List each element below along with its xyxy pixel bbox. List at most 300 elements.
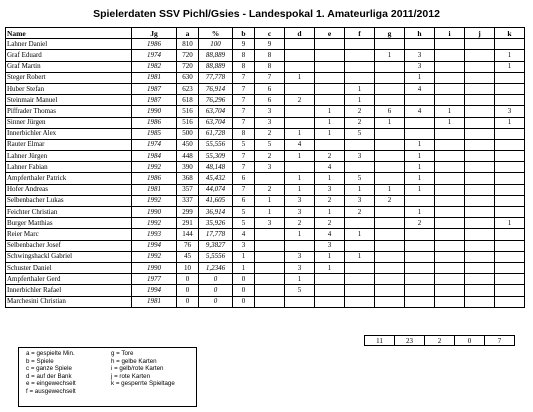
cell-h (405, 251, 435, 262)
cell-g (375, 72, 405, 83)
table-row (6, 61, 525, 72)
cell-i (435, 50, 465, 61)
cell-j (465, 128, 495, 139)
cell-c: 3 (255, 162, 285, 173)
header-g: g (375, 28, 405, 39)
table-row (6, 39, 525, 50)
cell-name: Lahner Jürgen (6, 151, 132, 162)
header-f: f (345, 28, 375, 39)
cell-jg: 1994 (132, 240, 177, 251)
cell-c: 9 (255, 39, 285, 50)
cell-d (285, 83, 315, 94)
cell-f (345, 162, 375, 173)
cell-jg: 1990 (132, 207, 177, 218)
cell-j (465, 61, 495, 72)
cell-jg: 1992 (132, 218, 177, 229)
cell-g (375, 285, 405, 296)
cell-a: 291 (177, 218, 199, 229)
cell-i (435, 218, 465, 229)
table-header-row (6, 28, 525, 39)
cell-j (465, 117, 495, 128)
cell-pct: 0 (199, 274, 233, 285)
cell-c (255, 285, 285, 296)
cell-i (435, 296, 465, 307)
player-stats-table (5, 27, 525, 308)
cell-f: 1 (345, 251, 375, 262)
cell-f (345, 285, 375, 296)
cell-d: 4 (285, 139, 315, 150)
header-name: Name (6, 28, 132, 39)
cell-h: 1 (405, 173, 435, 184)
cell-k (495, 195, 525, 206)
cell-k (495, 296, 525, 307)
cell-jg: 1994 (132, 285, 177, 296)
cell-f (345, 218, 375, 229)
cell-e (315, 139, 345, 150)
cell-name: Innerbichler Alex (6, 128, 132, 139)
cell-h: 4 (405, 83, 435, 94)
cell-b: 0 (233, 274, 255, 285)
cell-name: Selbenbacher Lukas (6, 195, 132, 206)
cell-c: 1 (255, 195, 285, 206)
cell-name: Graf Eduard (6, 50, 132, 61)
cell-d: 2 (285, 218, 315, 229)
cell-name: Piffrader Thomas (6, 106, 132, 117)
cell-f (345, 39, 375, 50)
cell-c: 5 (255, 139, 285, 150)
cell-jg: 1992 (132, 251, 177, 262)
cell-c: 6 (255, 83, 285, 94)
legend-left-column (26, 350, 76, 396)
cell-pct: 63,704 (199, 117, 233, 128)
cell-j (465, 83, 495, 94)
cell-i (435, 229, 465, 240)
cell-b: 1 (233, 262, 255, 273)
cell-g: 1 (375, 184, 405, 195)
cell-g (375, 61, 405, 72)
table-row (6, 251, 525, 262)
cell-a: 448 (177, 151, 199, 162)
cell-j (465, 285, 495, 296)
table-row (6, 50, 525, 61)
cell-k (495, 285, 525, 296)
cell-jg: 1990 (132, 262, 177, 273)
table-row (6, 95, 525, 106)
cell-e: 1 (315, 207, 345, 218)
cell-g (375, 207, 405, 218)
cell-pct: 55,556 (199, 139, 233, 150)
cell-d: 1 (285, 151, 315, 162)
cell-c: 3 (255, 106, 285, 117)
cell-jg: 1992 (132, 162, 177, 173)
cell-name: Feichter Christian (6, 207, 132, 218)
cell-d: 3 (285, 251, 315, 262)
cell-e (315, 61, 345, 72)
cell-a: 144 (177, 229, 199, 240)
table-row (6, 72, 525, 83)
cell-f: 5 (345, 128, 375, 139)
cell-e: 3 (315, 184, 345, 195)
cell-name: Schwingshackl Gabriel (6, 251, 132, 262)
cell-jg: 1986 (132, 173, 177, 184)
cell-pct: 9,3827 (199, 240, 233, 251)
cell-e (315, 95, 345, 106)
cell-e: 4 (315, 162, 345, 173)
cell-name: Steinmair Manuel (6, 95, 132, 106)
cell-j (465, 229, 495, 240)
cell-g: 2 (375, 195, 405, 206)
cell-c: 6 (255, 95, 285, 106)
cell-jg: 1981 (132, 184, 177, 195)
cell-f (345, 61, 375, 72)
cell-c (255, 296, 285, 307)
cell-name: Ampferthaler Patrick (6, 173, 132, 184)
cell-b: 4 (233, 229, 255, 240)
cell-e: 1 (315, 173, 345, 184)
cell-jg: 1986 (132, 39, 177, 50)
table-row (6, 195, 525, 206)
cell-d (285, 106, 315, 117)
cell-jg: 1984 (132, 151, 177, 162)
cell-b: 0 (233, 296, 255, 307)
cell-d: 2 (285, 95, 315, 106)
total-i: 2 (425, 336, 455, 346)
cell-name: Huber Stefan (6, 83, 132, 94)
cell-i (435, 184, 465, 195)
cell-b: 5 (233, 139, 255, 150)
cell-d (285, 240, 315, 251)
cell-name: Lahner Fabian (6, 162, 132, 173)
cell-pct: 88,889 (199, 61, 233, 72)
cell-a: 357 (177, 184, 199, 195)
legend-item: f = ausgewechselt (26, 387, 76, 395)
cell-pct: 44,074 (199, 184, 233, 195)
cell-j (465, 72, 495, 83)
header-a: a (177, 28, 199, 39)
cell-g: 6 (375, 106, 405, 117)
table-row (6, 117, 525, 128)
cell-c: 3 (255, 117, 285, 128)
cell-c (255, 229, 285, 240)
cell-e (315, 285, 345, 296)
legend-item: c = ganze Spiele (26, 365, 72, 373)
cell-g (375, 296, 405, 307)
cell-g (375, 39, 405, 50)
cell-name: Rauter Elmar (6, 139, 132, 150)
cell-k (495, 95, 525, 106)
cell-pct: 17,778 (199, 229, 233, 240)
cell-i (435, 151, 465, 162)
cell-i (435, 274, 465, 285)
cell-h (405, 285, 435, 296)
cell-jg: 1974 (132, 50, 177, 61)
cell-b: 6 (233, 173, 255, 184)
cell-h (405, 229, 435, 240)
cell-pct: 76,296 (199, 95, 233, 106)
cell-h: 4 (405, 106, 435, 117)
cell-e: 4 (315, 229, 345, 240)
cell-i: 1 (435, 106, 465, 117)
cell-h (405, 95, 435, 106)
cell-k (495, 207, 525, 218)
cell-pct: 0 (199, 285, 233, 296)
cell-g (375, 229, 405, 240)
table-row (6, 218, 525, 229)
cell-h (405, 274, 435, 285)
cell-e (315, 50, 345, 61)
header-c: c (255, 28, 285, 39)
cell-j (465, 240, 495, 251)
cell-a: 618 (177, 95, 199, 106)
cell-h (405, 195, 435, 206)
cell-g (375, 240, 405, 251)
cell-i (435, 83, 465, 94)
cell-j (465, 274, 495, 285)
totals-row (364, 335, 515, 346)
cell-c (255, 262, 285, 273)
header-j: j (465, 28, 495, 39)
cell-d (285, 162, 315, 173)
cell-pct: 76,914 (199, 83, 233, 94)
cell-j (465, 195, 495, 206)
cell-e (315, 296, 345, 307)
cell-k (495, 72, 525, 83)
cell-name: Hofer Andreas (6, 184, 132, 195)
cell-jg: 1987 (132, 83, 177, 94)
cell-g (375, 251, 405, 262)
cell-e: 1 (315, 106, 345, 117)
cell-d: 1 (285, 274, 315, 285)
cell-i (435, 207, 465, 218)
cell-g (375, 128, 405, 139)
cell-e: 2 (315, 218, 345, 229)
cell-e (315, 72, 345, 83)
cell-e: 1 (315, 128, 345, 139)
cell-c: 8 (255, 61, 285, 72)
cell-b: 6 (233, 195, 255, 206)
cell-a: 630 (177, 72, 199, 83)
cell-k (495, 128, 525, 139)
cell-f: 5 (345, 173, 375, 184)
cell-f: 3 (345, 151, 375, 162)
cell-f: 1 (345, 229, 375, 240)
cell-f: 2 (345, 207, 375, 218)
cell-pct: 48,148 (199, 162, 233, 173)
cell-d (285, 39, 315, 50)
cell-name: Lahner Daniel (6, 39, 132, 50)
table-row (6, 83, 525, 94)
cell-k (495, 139, 525, 150)
cell-e (315, 39, 345, 50)
cell-b: 7 (233, 184, 255, 195)
cell-d (285, 50, 315, 61)
cell-k (495, 83, 525, 94)
legend-item: j = rote Karten (111, 372, 151, 380)
cell-pct: 41,605 (199, 195, 233, 206)
cell-b: 7 (233, 95, 255, 106)
total-h: 23 (395, 336, 425, 346)
cell-c: 2 (255, 151, 285, 162)
cell-pct: 45,432 (199, 173, 233, 184)
table-row (6, 262, 525, 273)
cell-h (405, 128, 435, 139)
page-title: Spielerdaten SSV Pichl/Gsies - Landespokal 1. Amateurliga 2011/2012 (93, 8, 440, 20)
cell-jg: 1977 (132, 274, 177, 285)
cell-h: 1 (405, 139, 435, 150)
cell-b: 7 (233, 83, 255, 94)
cell-k (495, 240, 525, 251)
cell-d: 1 (285, 184, 315, 195)
header-k: k (495, 28, 525, 39)
cell-b: 0 (233, 285, 255, 296)
cell-e: 1 (315, 117, 345, 128)
cell-d: 1 (285, 229, 315, 240)
cell-a: 0 (177, 274, 199, 285)
cell-name: Sinner Jürgen (6, 117, 132, 128)
cell-i (435, 285, 465, 296)
table-row (6, 162, 525, 173)
cell-a: 810 (177, 39, 199, 50)
cell-a: 390 (177, 162, 199, 173)
header-b: b (233, 28, 255, 39)
table-row (6, 128, 525, 139)
cell-b: 7 (233, 106, 255, 117)
cell-f (345, 72, 375, 83)
cell-j (465, 95, 495, 106)
cell-e: 2 (315, 195, 345, 206)
cell-d: 1 (285, 72, 315, 83)
legend-right-column (111, 350, 175, 388)
total-g: 11 (365, 336, 395, 346)
cell-b: 3 (233, 240, 255, 251)
cell-name: Ampferthaler Gerd (6, 274, 132, 285)
cell-e: 1 (315, 262, 345, 273)
cell-c: 8 (255, 50, 285, 61)
table-row (6, 151, 525, 162)
cell-a: 500 (177, 128, 199, 139)
cell-f (345, 274, 375, 285)
cell-pct: 55,309 (199, 151, 233, 162)
cell-i (435, 139, 465, 150)
cell-a: 299 (177, 207, 199, 218)
cell-k: 1 (495, 117, 525, 128)
cell-k: 1 (495, 50, 525, 61)
cell-d: 1 (285, 173, 315, 184)
cell-name: Burger Matthias (6, 218, 132, 229)
legend-item: b = Spiele (26, 357, 54, 365)
cell-a: 337 (177, 195, 199, 206)
cell-c: 7 (255, 72, 285, 83)
cell-j (465, 262, 495, 273)
cell-i: 1 (435, 117, 465, 128)
cell-jg: 1974 (132, 139, 177, 150)
cell-k (495, 173, 525, 184)
cell-j (465, 139, 495, 150)
cell-g (375, 162, 405, 173)
legend-item: d = auf der Bank (26, 372, 72, 380)
legend-item: e = eingewechselt (26, 380, 76, 388)
cell-jg: 1992 (132, 195, 177, 206)
cell-c (255, 240, 285, 251)
table-row (6, 207, 525, 218)
cell-a: 76 (177, 240, 199, 251)
cell-b: 8 (233, 50, 255, 61)
cell-g: 1 (375, 50, 405, 61)
cell-i (435, 240, 465, 251)
cell-g (375, 218, 405, 229)
cell-j (465, 50, 495, 61)
header-d: d (285, 28, 315, 39)
cell-k: 1 (495, 218, 525, 229)
cell-g (375, 173, 405, 184)
cell-i (435, 39, 465, 50)
cell-a: 0 (177, 285, 199, 296)
cell-h (405, 296, 435, 307)
cell-c (255, 274, 285, 285)
cell-g (375, 95, 405, 106)
cell-a: 45 (177, 251, 199, 262)
cell-j (465, 184, 495, 195)
cell-jg: 1986 (132, 117, 177, 128)
cell-j (465, 39, 495, 50)
cell-pct: 77,778 (199, 72, 233, 83)
cell-e (315, 274, 345, 285)
cell-f (345, 240, 375, 251)
cell-h: 3 (405, 50, 435, 61)
cell-k (495, 274, 525, 285)
cell-f: 1 (345, 95, 375, 106)
cell-b: 8 (233, 128, 255, 139)
cell-pct: 1,2346 (199, 262, 233, 273)
header-i: i (435, 28, 465, 39)
cell-i (435, 173, 465, 184)
cell-e: 2 (315, 151, 345, 162)
cell-pct: 36,914 (199, 207, 233, 218)
cell-name: Innerbichler Rafael (6, 285, 132, 296)
cell-j (465, 207, 495, 218)
cell-h (405, 39, 435, 50)
cell-i (435, 162, 465, 173)
table-row (6, 184, 525, 195)
cell-d: 3 (285, 195, 315, 206)
table-row (6, 106, 525, 117)
cell-j (465, 106, 495, 117)
cell-j (465, 173, 495, 184)
cell-name: Selbenbacher Josef (6, 240, 132, 251)
cell-h (405, 240, 435, 251)
legend-item: a = gespielte Min. (26, 350, 75, 357)
cell-g: 1 (375, 117, 405, 128)
cell-g (375, 274, 405, 285)
cell-a: 516 (177, 117, 199, 128)
cell-f: 1 (345, 184, 375, 195)
cell-c: 1 (255, 207, 285, 218)
cell-b: 5 (233, 207, 255, 218)
cell-name: Marchesini Christian (6, 296, 132, 307)
cell-i (435, 72, 465, 83)
cell-k (495, 262, 525, 273)
cell-b: 7 (233, 151, 255, 162)
header-pct: % (199, 28, 233, 39)
cell-name: Schuster Daniel (6, 262, 132, 273)
cell-e: 1 (315, 251, 345, 262)
cell-e: 3 (315, 240, 345, 251)
cell-f (345, 50, 375, 61)
cell-i (435, 195, 465, 206)
cell-c (255, 173, 285, 184)
cell-j (465, 296, 495, 307)
cell-j (465, 162, 495, 173)
